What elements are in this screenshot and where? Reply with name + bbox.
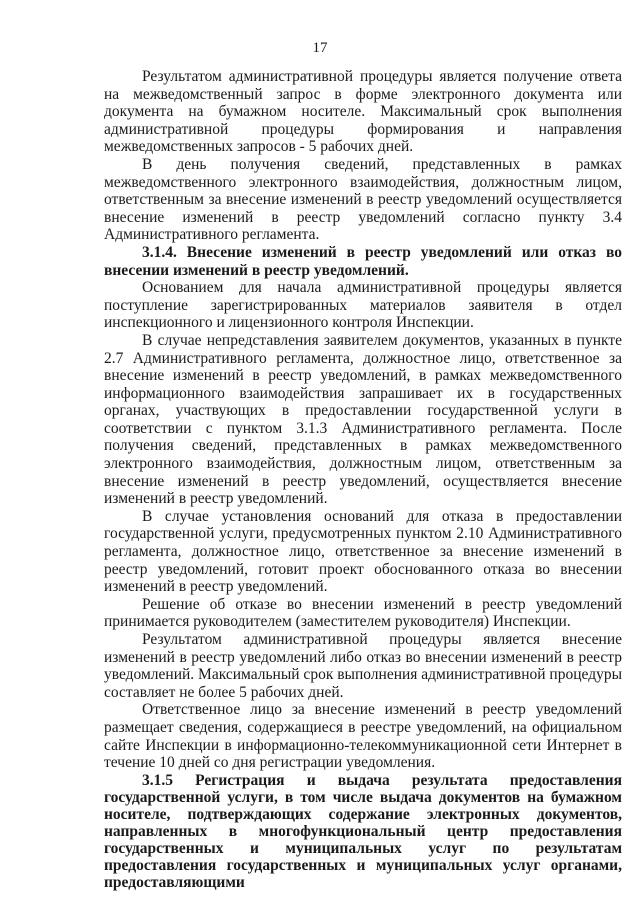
paragraph-result-interdepartmental-request: Результатом административной процедуры является получение ответа на межведомственный запрос в форме электронного документа или документа на бумажном носителе. Максимальный срок выполнения административной процедуры формирования и направления межведомственных запросов - 5 рабочих дней. — [104, 68, 622, 156]
paragraph-receipt-of-information: В день получения сведений, представленных в рамках межведомственного электронного взаимодействия, должностным лицом, ответственным за внесение изменений в реестр уведомлений осуществляется внесение изменений в реестр уведомлений согласно пункту 3.4 Административного регламента. — [104, 155, 622, 244]
paragraph-publication-on-website: Ответственное лицо за внесение изменений в реестр уведомлений размещает сведения, содержащиеся в реестре уведомлений, на официальном сайте Инспекции в информационно-телекоммуникационной сети Интернет в течение 10 дней со дня регистрации уведомления. — [104, 701, 622, 772]
page-number: 17 — [312, 40, 328, 56]
document-body — [104, 68, 622, 891]
paragraph-non-submission-of-documents: В случае непредставления заявителем документов, указанных в пункте 2.7 Административного регламента, должностное лицо, ответственное за внесение изменений в реестр уведомлений, в рамках межведомственного информационного взаимодействия запрашивает их в государственных органах, участвующих в предоставлении государственной услуги в соответствии с пунктом 3.1.3 Административного регламента. После получения сведений, представленных в рамках межведомственного электронного взаимодействия, должностным лицом, ответственным за внесение изменений в реестр уведомлений, осуществляется внесение изменений в реестр уведомлений. — [104, 331, 622, 508]
paragraph-basis-for-procedure: Основанием для начала административной процедуры является поступление зарегистрированных материалов заявителя в отдел инспекционного и лицензионного контроля Инспекции. — [104, 279, 622, 332]
paragraph-procedure-result: Результатом административной процедуры является внесение изменений в реестр уведомлений либо отказ во внесении изменений в реестр уведомлений. Максимальный срок выполнения административной процедуры составляет не более 5 рабочих дней. — [104, 631, 622, 701]
paragraph-refusal-decision: Решение об отказе во внесении изменений в реестр уведомлений принимается руководителем (заместителем руководителя) Инспекции. — [104, 595, 622, 631]
paragraph-grounds-for-refusal: В случае установления оснований для отказа в предоставлении государственной услуги, предусмотренных пунктом 2.10 Административного регламента, должностное лицо, ответственное за внесение изменений в реестр уведомлений, готовит проект обоснованного отказа во внесении изменений в реестр уведомлений. — [104, 507, 622, 596]
section-heading-3-1-5: 3.1.5 Регистрация и выдача результата предоставления государственной услуги, в том числе выдача документов на бумажном носителе, подтверждающих содержание электронных документов, направленных в многофункциональный центр предоставления государственных и муниципальных услуг по результатам предоставления государственных и муниципальных услуг органами, предоставляющими — [104, 771, 622, 891]
section-heading-3-1-4: 3.1.4. Внесение изменений в реестр уведомлений или отказ во внесении изменений в реестр уведомлений. — [104, 243, 622, 279]
